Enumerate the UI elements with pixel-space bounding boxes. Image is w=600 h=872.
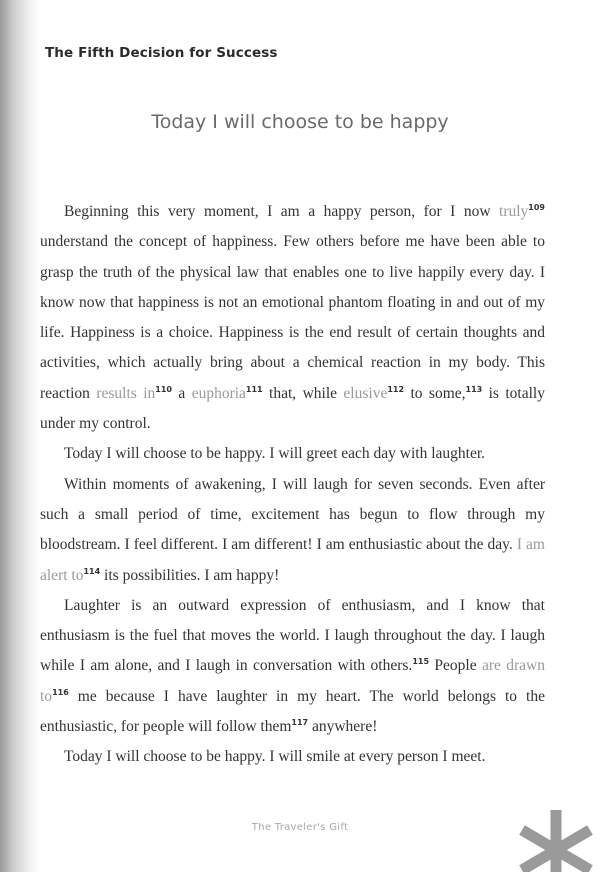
footnote-ref: 114 [83,566,101,576]
footnote-ref: 117 [291,718,309,728]
paragraph-4 [40,591,545,742]
footnote-ref: 112 [387,384,405,394]
highlighted-phrase: are drawn to [40,657,546,705]
text-run: is totally under my control. [40,384,545,433]
text-run: Laughter is an outward expression of enthusiasm, and I know that enthusiasm is the fuel that moves the world. I laugh throughout the day. I laugh while I am alone, and I laugh in conversation with others. [40,596,545,675]
text-run: a [171,384,192,402]
highlighted-phrase: elusive [343,384,388,402]
text-run: People [429,657,482,675]
text-run: to some, [404,384,466,402]
footnote-ref: 113 [465,384,483,394]
footnote-ref: 115 [412,657,430,667]
highlighted-phrase: euphoria [191,384,246,402]
body-text [40,197,545,773]
text-run: Beginning this very moment, I am a happy person, for I now [64,203,500,220]
footnote-ref: 116 [52,687,69,697]
text-run: anywhere! [308,718,378,736]
text-run: that, while [262,384,344,402]
highlighted-phrase: results in [96,384,156,402]
footnote-ref: 111 [245,384,263,394]
chapter-title: Today I will choose to be happy [151,111,449,133]
asterisk-icon [512,802,600,872]
paragraph-2: Today I will choose to be happy. I will greet each day with laughter. [64,445,486,463]
text-run: its possibilities. I am happy! [100,566,280,584]
footnote-ref: 110 [155,384,172,394]
paragraph-3 [40,470,545,591]
text-run: Within moments of awakening, I will laugh for seven seconds. Even after such a small period of time, excitement has begun to flow through my bloodstream. I feel different. I am different! I am enthusiastic about the day. [40,475,545,554]
text-run: understand the concept of happiness. Few others before me have been able to grasp the truth of the physical law that enables one to live happily every day. I know now that happiness is not an emotional phantom floating in and out of my life. Happiness is a choice. Happiness is the end result of certain thoughts and activities, which actually bring about a chemical reaction in my body. This reaction [40,233,545,402]
highlighted-phrase: truly [499,203,529,220]
page-footer: The Traveler's Gift [251,822,349,833]
paragraph-5: Today I will choose to be happy. I will smile at every person I meet. [64,748,486,766]
footnote-ref: 109 [528,203,545,212]
highlighted-phrase: I am alert to [40,536,545,584]
running-head: The Fifth Decision for Success [45,45,278,61]
paragraph-1 [40,197,545,439]
text-run: me because I have laughter in my heart. The world belongs to the enthusiastic, for people will follow them [40,687,545,736]
